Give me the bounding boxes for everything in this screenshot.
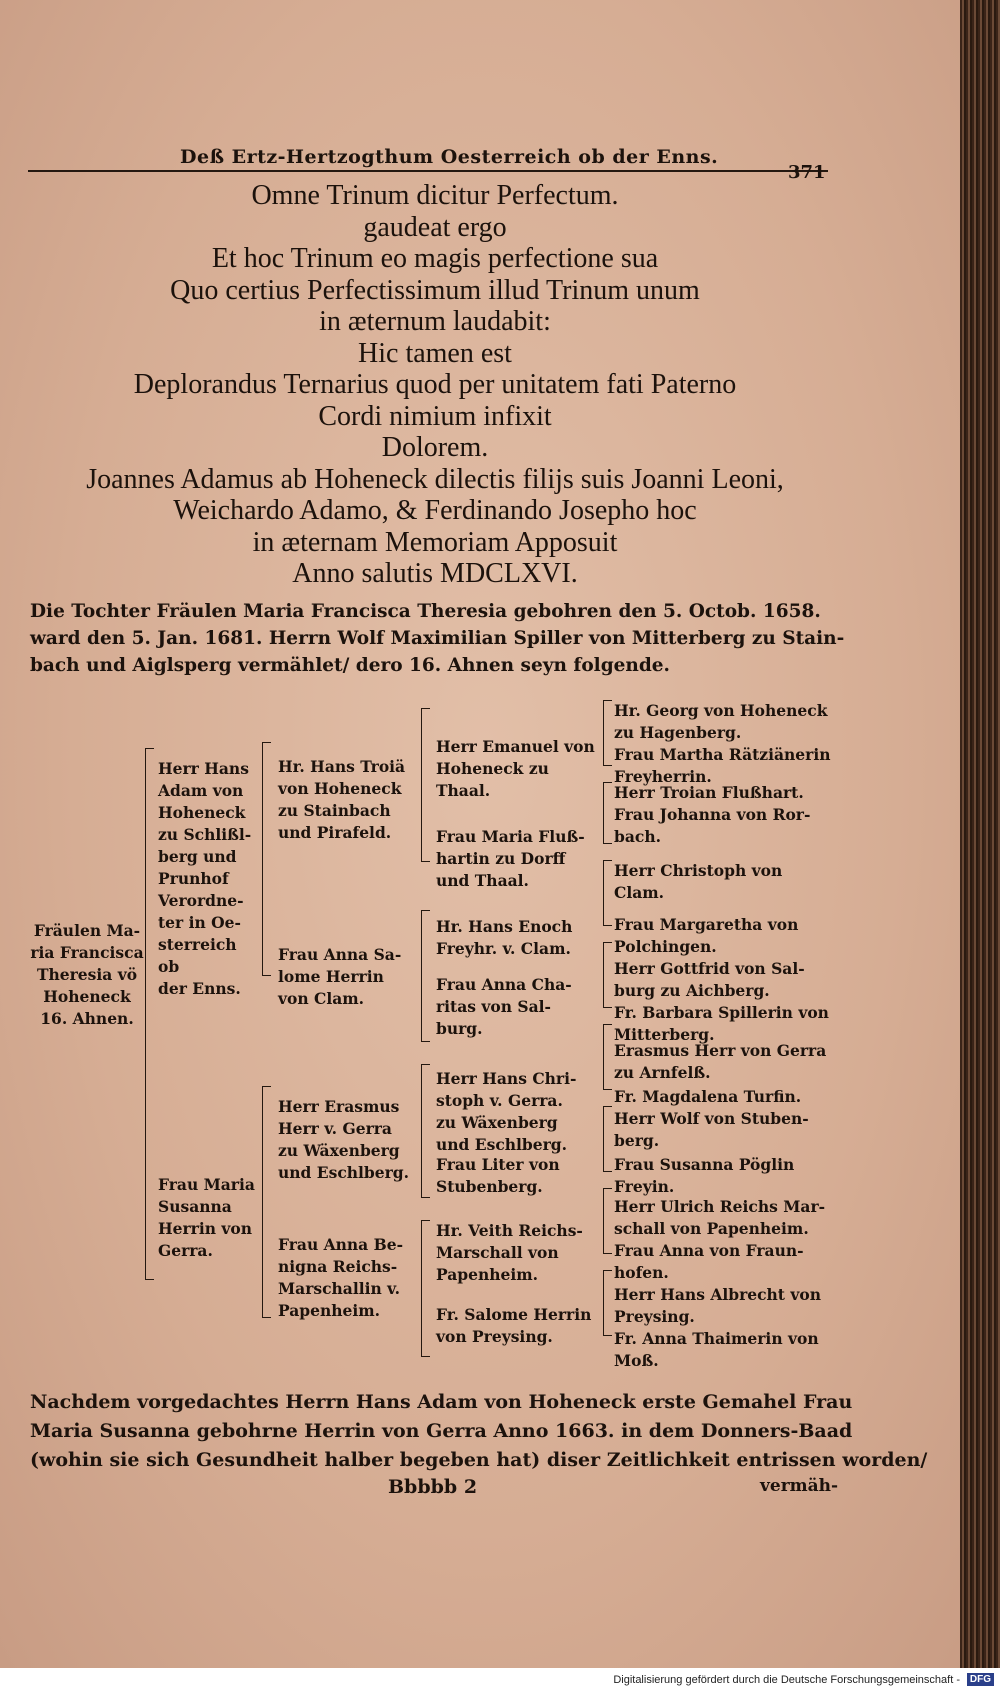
tree-ancestor: Frau Margaretha von Polchingen. bbox=[614, 915, 799, 956]
latin-line: Quo certius Perfectissimum illud Trinum unum bbox=[170, 274, 700, 306]
intro-line: bach und Aiglsperg vermählet/ dero 16. Ahnen seyn folgende. bbox=[30, 655, 670, 676]
header-rule bbox=[28, 170, 828, 172]
tree-parent-father: Herr Hans Adam von Hoheneck zu Schlißl- berg und Prunhof Verordne- ter in Oe- sterreich ob der Enns. bbox=[158, 759, 252, 998]
brace-ggp-7 bbox=[603, 1188, 612, 1254]
tree-great-grandparent: Fr. Salome Herrin von Preysing. bbox=[436, 1305, 592, 1346]
page-number: 371 bbox=[788, 162, 826, 183]
tree-great-grandparent: Herr Hans Chri- stoph v. Gerra. zu Wäxenberg und Eschlberg. bbox=[436, 1069, 577, 1154]
tree-ancestor: Fr. Barbara Spillerin von Mitterberg. bbox=[614, 1003, 829, 1044]
latin-line: Deplorandus Ternarius quod per unitatem fati Paterno bbox=[133, 369, 737, 400]
brace-parent-mother bbox=[262, 1086, 271, 1318]
dfg-logo-icon: DFG bbox=[967, 1673, 994, 1686]
closing-line: (wohin sie sich Gesundheit halber begeben hat) diser Zeitlichkeit entrissen worden/ bbox=[30, 1449, 928, 1471]
brace-ggp-3 bbox=[603, 860, 612, 926]
brace-gp-3 bbox=[421, 1064, 430, 1198]
running-title: Deß Ertz-Hertzogthum Oesterreich ob der Enns. bbox=[180, 146, 719, 168]
tree-ancestor: Frau Anna von Fraun- hofen. bbox=[614, 1241, 804, 1282]
book-fore-edge bbox=[960, 0, 1000, 1668]
brace-ggp-4 bbox=[603, 942, 612, 1008]
brace-ggp-8 bbox=[603, 1270, 612, 1336]
tree-ancestor: Fr. Anna Thaimerin von Moß. bbox=[614, 1329, 819, 1370]
tree-great-grandparent: Hr. Hans Enoch Freyhr. v. Clam. bbox=[436, 917, 573, 958]
closing-paragraph bbox=[30, 1388, 928, 1475]
latin-line: Dolorem. bbox=[381, 432, 489, 463]
footer-credit: Digitalisierung gefördert durch die Deutsche Forschungsgemeinschaft - bbox=[613, 1674, 960, 1686]
tree-great-grandparent: Frau Maria Fluß- hartin zu Dorff und Thaal. bbox=[436, 827, 585, 890]
latin-line: gaudeat ergo bbox=[363, 211, 507, 243]
latin-line: Weichardo Adamo, & Ferdinando Josepho hoc bbox=[173, 495, 697, 526]
tree-root: Fräulen Ma- ria Francisca Theresia vö Hoheneck 16. Ahnen. bbox=[30, 921, 144, 1028]
tree-great-grandparent: Frau Anna Cha- ritas von Sal- burg. bbox=[436, 975, 572, 1038]
latin-line: Anno salutis MDCLXVI. bbox=[292, 558, 578, 589]
tree-ancestor: Frau Susanna Pöglin Freyin. bbox=[614, 1155, 795, 1196]
tree-ancestor: Frau Martha Rätziänerin Freyherrin. bbox=[614, 745, 831, 786]
brace-ggp-1 bbox=[603, 700, 612, 766]
genealogy-tree bbox=[0, 700, 972, 1380]
tree-great-grandparent: Herr Emanuel von Hoheneck zu Thaal. bbox=[436, 737, 595, 800]
brace-ggp-2 bbox=[603, 782, 612, 844]
brace-ggp-6 bbox=[603, 1106, 612, 1172]
latin-line: Omne Trinum dicitur Perfectum. bbox=[251, 180, 619, 211]
tree-ancestor: Herr Hans Albrecht von Preysing. bbox=[614, 1285, 821, 1326]
tree-ancestor: Erasmus Herr von Gerra zu Arnfelß. bbox=[614, 1041, 827, 1082]
tree-ancestor: Herr Troian Flußhart. bbox=[614, 783, 804, 802]
signature-mark: Bbbbb 2 bbox=[388, 1476, 478, 1498]
intro-paragraph bbox=[30, 598, 845, 679]
latin-line: in æternum laudabit: bbox=[319, 306, 551, 337]
tree-grandparent: Frau Anna Be- nigna Reichs- Marschallin v. Papenheim. bbox=[278, 1235, 404, 1320]
tree-parent-mother: Frau Maria Susanna Herrin von Gerra. bbox=[158, 1175, 255, 1260]
tree-grandparent: Herr Erasmus Herr v. Gerra zu Wäxenberg und Eschlberg. bbox=[278, 1097, 410, 1182]
latin-line: Joannes Adamus ab Hoheneck dilectis filijs suis Joanni Leoni, bbox=[86, 463, 784, 495]
latin-line: Et hoc Trinum eo magis perfectione sua bbox=[211, 243, 659, 274]
brace-gp-1 bbox=[421, 708, 430, 862]
tree-ancestor: Herr Gottfrid von Sal- burg zu Aichberg. bbox=[614, 959, 805, 1000]
latin-line: in æternam Memoriam Apposuit bbox=[252, 526, 618, 558]
tree-grandparent: Hr. Hans Troiä von Hoheneck zu Stainbach und Pirafeld. bbox=[278, 757, 406, 842]
brace-ggp-5 bbox=[603, 1024, 612, 1090]
latin-line: Hic tamen est bbox=[358, 337, 512, 369]
intro-line: ward den 5. Jan. 1681. Herrn Wolf Maximilian Spiller von Mitterberg zu Stain- bbox=[30, 628, 845, 649]
tree-ancestor: Herr Christoph von Clam. bbox=[614, 861, 783, 902]
footer-bar bbox=[0, 1668, 1000, 1696]
intro-line: Die Tochter Fräulen Maria Francisca Theresia gebohren den 5. Octob. 1658. bbox=[30, 601, 821, 622]
brace-gp-2 bbox=[421, 910, 430, 1042]
brace-gp-4 bbox=[421, 1220, 430, 1357]
tree-great-grandparent: Hr. Veith Reichs- Marschall von Papenheim. bbox=[436, 1221, 583, 1284]
tree-great-grandparent: Frau Liter von Stubenberg. bbox=[436, 1155, 560, 1196]
brace-root bbox=[145, 748, 154, 1280]
tree-ancestor: Hr. Georg von Hoheneck zu Hagenberg. bbox=[614, 701, 828, 742]
closing-line: Maria Susanna gebohrne Herrin von Gerra Anno 1663. in dem Donners-Baad bbox=[30, 1420, 853, 1442]
tree-ancestor: Herr Ulrich Reichs Mar- schall von Papenheim. bbox=[614, 1197, 826, 1238]
tree-ancestor: Herr Wolf von Stuben- berg. bbox=[614, 1109, 809, 1150]
closing-line: Nachdem vorgedachtes Herrn Hans Adam von Hoheneck erste Gemahel Frau bbox=[30, 1391, 853, 1413]
latin-epitaph bbox=[40, 180, 830, 590]
tree-ancestor: Fr. Magdalena Turfin. bbox=[614, 1087, 802, 1106]
catchword: vermäh- bbox=[760, 1476, 839, 1496]
tree-grandparent: Frau Anna Sa- lome Herrin von Clam. bbox=[278, 945, 402, 1008]
brace-parent-father bbox=[262, 742, 271, 976]
tree-ancestor: Frau Johanna von Ror- bach. bbox=[614, 805, 811, 846]
latin-line: Cordi nimium infixit bbox=[318, 400, 552, 432]
